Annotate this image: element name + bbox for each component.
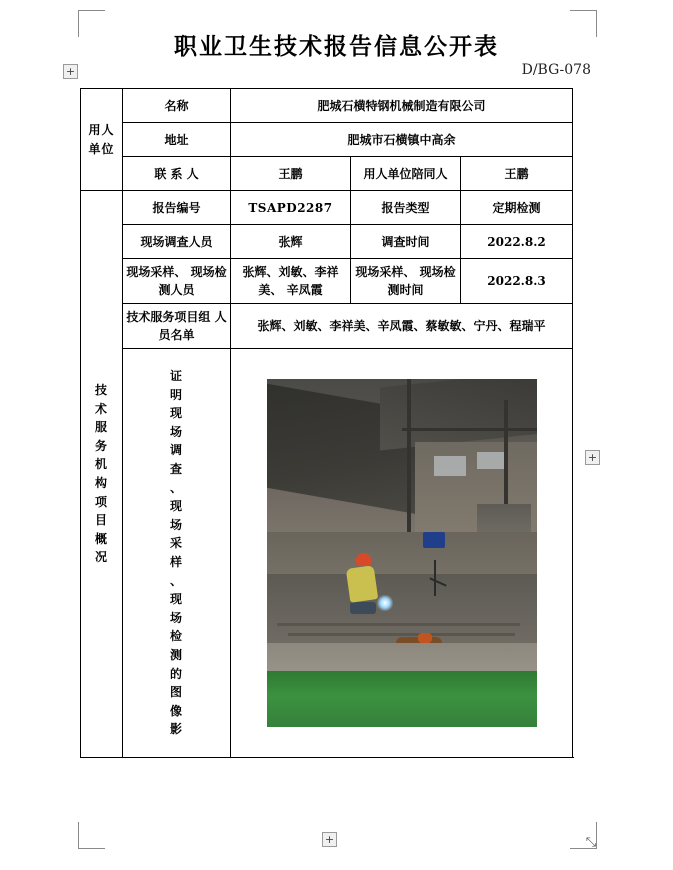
- image-label-char-4: 调: [169, 443, 183, 458]
- photo-beam-1: [402, 428, 537, 431]
- photo-worker-body: [345, 565, 377, 603]
- right-margin-handle[interactable]: +: [585, 450, 600, 465]
- image-label-char-1: 明: [169, 387, 183, 402]
- sampling-staff-label-line-1: 现场采样、: [126, 265, 187, 279]
- image-label-char-3: 场: [169, 424, 183, 439]
- image-label-char-13: 场: [169, 610, 183, 625]
- sampling-staff-value-line-1: 张辉、刘敏、李祥美、: [242, 265, 339, 297]
- photo-column-1: [407, 379, 411, 539]
- team-label-line-2: 人员名单: [158, 310, 227, 342]
- cell-report-type-value: 定期检测: [461, 191, 573, 225]
- employer-label-line-2: 单位: [88, 141, 115, 156]
- image-label-char-18: 像: [169, 703, 183, 718]
- team-label-line-1: 技术服务项目组: [126, 310, 211, 324]
- agency-label-char-0: 技: [94, 383, 108, 398]
- image-label-char-6: 、: [169, 480, 183, 495]
- photo-welding-arc: [377, 595, 393, 611]
- page-title: 职业卫生技术报告信息公开表: [174, 33, 499, 60]
- cell-accompany-value: 王鹏: [461, 157, 573, 191]
- agency-label-char-6: 项: [94, 494, 108, 509]
- image-label-char-12: 现: [169, 592, 183, 607]
- cell-team-label: [123, 304, 231, 349]
- cell-contact-value: 王鹏: [231, 157, 351, 191]
- table-row: [81, 259, 573, 304]
- photo-bar-1: [277, 623, 520, 626]
- image-label-char-9: 采: [169, 536, 183, 551]
- sampling-staff-label-line-2: 现场检测人员: [158, 265, 227, 297]
- cell-name-value: 肥城石横特钢机械制造有限公司: [231, 89, 573, 123]
- photo-sampling-device: [423, 532, 445, 548]
- photo-worker-helmet: [356, 553, 371, 566]
- section-label-image: [123, 349, 231, 758]
- agency-label-char-5: 构: [94, 476, 108, 490]
- cell-report-type-label: 报告类型: [351, 191, 461, 225]
- cell-sampling-staff-label: [123, 259, 231, 304]
- agency-label-char-1: 术: [94, 401, 108, 416]
- agency-label-char-2: 服: [94, 420, 108, 435]
- image-label-char-8: 场: [169, 517, 183, 532]
- table-row: [81, 349, 573, 758]
- employer-label-line-1: 用人: [88, 122, 115, 137]
- cell-sampling-time-value: 2022.8.3: [461, 259, 573, 304]
- cell-team-value: 张辉、刘敏、李祥美、辛凤霞、蔡敏敏、宁丹、程瑞平: [231, 304, 573, 349]
- photo-bar-2: [288, 633, 515, 636]
- cell-name-label: 名称: [123, 89, 231, 123]
- bottom-margin-handle[interactable]: +: [322, 832, 337, 847]
- agency-label-char-8: 概: [94, 531, 108, 546]
- section-label-employer: [81, 89, 123, 191]
- cell-survey-staff-label: 现场调查人员: [123, 225, 231, 259]
- photo-chain-hook: [418, 633, 432, 643]
- agency-label-char-7: 目: [94, 513, 108, 528]
- table-row: [81, 89, 573, 123]
- info-table: [80, 88, 573, 758]
- table-row: [81, 304, 573, 349]
- image-label-char-10: 样: [169, 555, 183, 569]
- cell-sampling-staff-value: [231, 259, 351, 304]
- agency-label-char-3: 务: [94, 438, 108, 453]
- sampling-staff-value-line-2: 辛凤霞: [286, 283, 323, 297]
- photo-worker-legs: [350, 602, 376, 614]
- cell-address-value: 肥城市石横镇中高余: [231, 123, 573, 157]
- site-photo: [267, 379, 537, 727]
- image-label-char-19: 影: [169, 722, 183, 737]
- cell-report-no-value: TSAPD2287: [231, 191, 351, 225]
- cell-site-photo: [231, 349, 573, 758]
- cell-accompany-label: 用人单位陪同人: [351, 157, 461, 191]
- cell-address-label: 地址: [123, 123, 231, 157]
- cell-survey-time-label: 调查时间: [351, 225, 461, 259]
- resize-grip-icon[interactable]: ⤡: [585, 835, 597, 850]
- cell-report-no-label: 报告编号: [123, 191, 231, 225]
- sampling-time-label-line-1: 现场采样、: [355, 265, 416, 279]
- agency-label-char-4: 机: [94, 457, 108, 472]
- image-label-char-11: 、: [169, 573, 183, 588]
- agency-label-char-9: 况: [94, 550, 108, 565]
- image-label-char-17: 图: [169, 685, 183, 700]
- photo-wrapper: [234, 361, 569, 745]
- image-label-char-16: 的: [169, 666, 183, 681]
- document-code: D/BG-078: [521, 62, 591, 78]
- table-row: [81, 123, 573, 157]
- photo-green-floor: [267, 671, 537, 727]
- image-label-char-15: 测: [169, 647, 183, 662]
- cell-survey-time-value: 2022.8.2: [461, 225, 573, 259]
- image-label-char-7: 现: [169, 499, 183, 514]
- photo-tripod-pole: [434, 560, 436, 596]
- table-row: [81, 157, 573, 191]
- cell-sampling-time-label: [351, 259, 461, 304]
- image-label-char-14: 检: [169, 629, 183, 644]
- table-row: [81, 191, 573, 225]
- cell-contact-label: 联 系 人: [123, 157, 231, 191]
- cell-survey-staff-value: 张辉: [231, 225, 351, 259]
- section-label-agency: [81, 191, 123, 758]
- sampling-time-label-line-2: 现场检测时间: [387, 265, 456, 297]
- image-label-char-0: 证: [169, 369, 183, 384]
- image-label-char-2: 现: [169, 406, 183, 421]
- left-margin-handle[interactable]: +: [63, 64, 78, 79]
- photo-window-2: [477, 452, 504, 469]
- table-row: [81, 225, 573, 259]
- image-label-char-5: 查: [169, 462, 183, 477]
- crop-mark-bottom-left: [78, 822, 105, 849]
- photo-window-1: [434, 456, 466, 477]
